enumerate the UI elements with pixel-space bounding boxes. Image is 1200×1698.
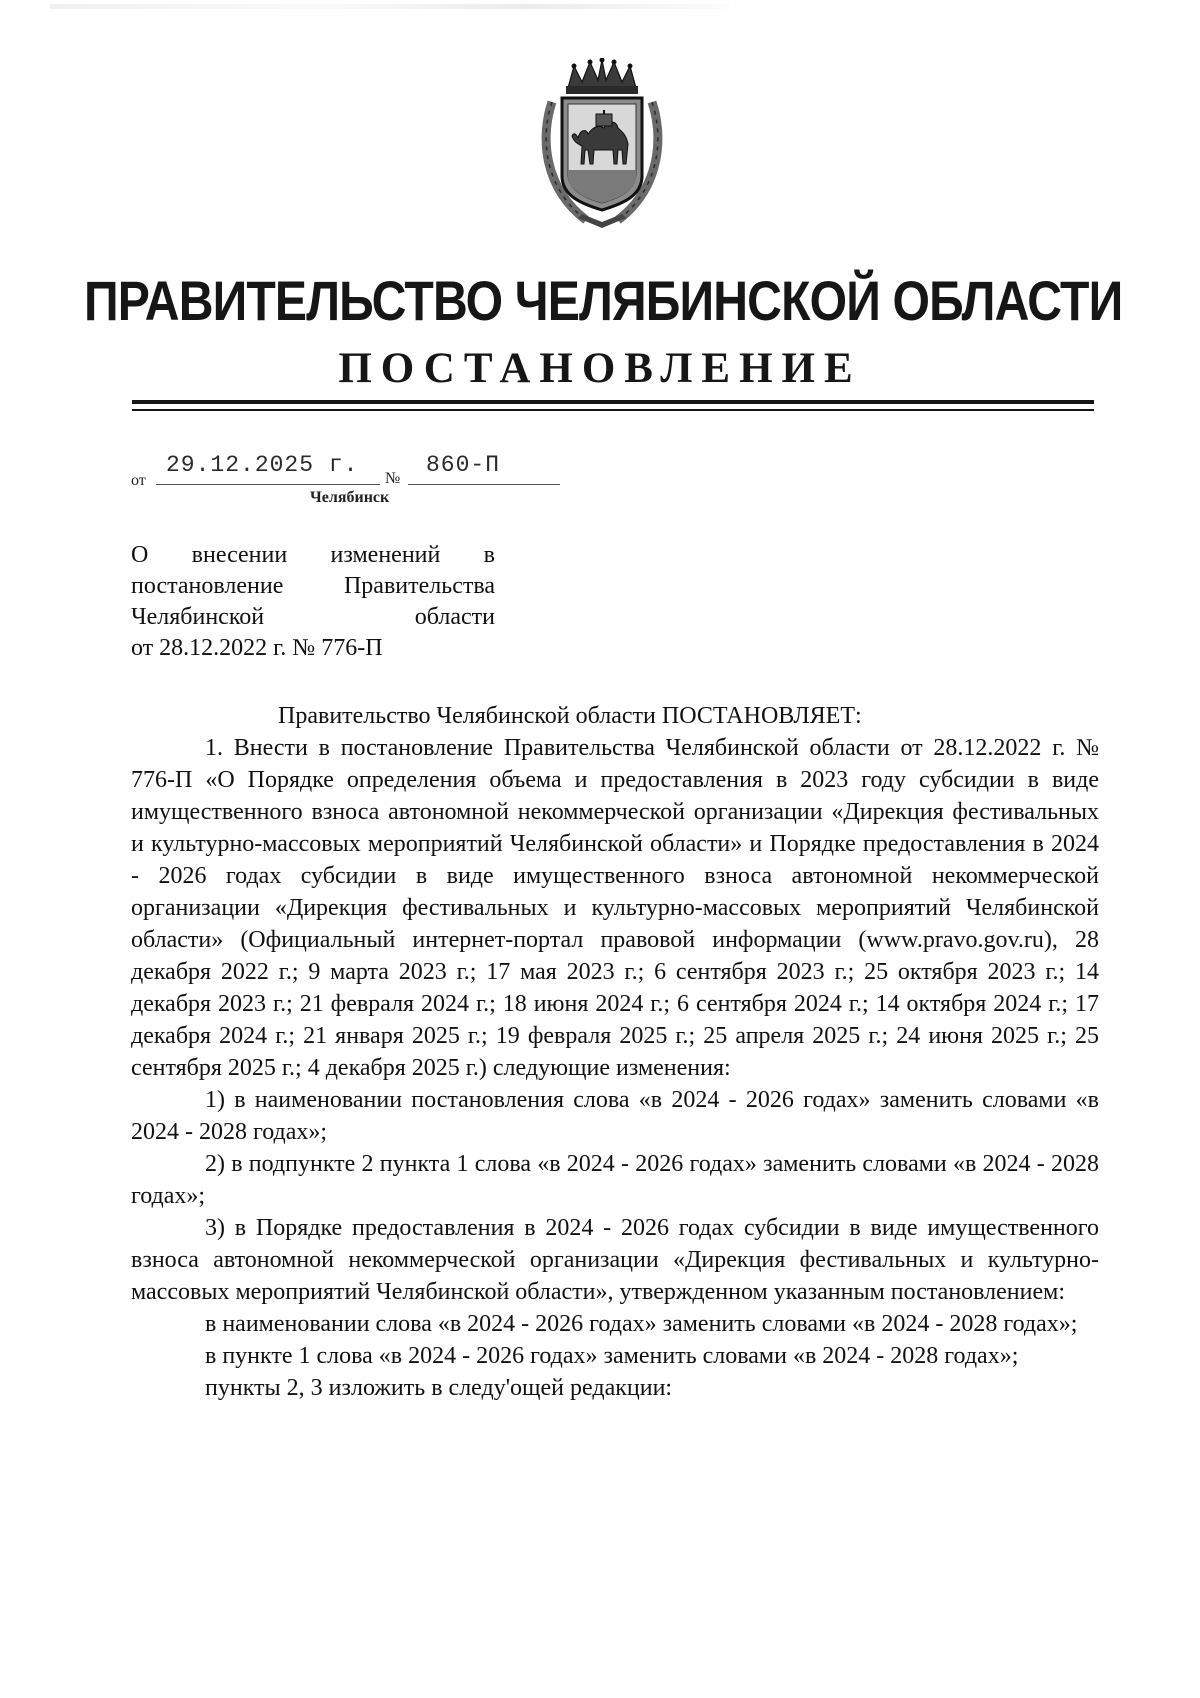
document-subject [131, 540, 495, 664]
body-paragraph: в пункте 1 слова «в 2024 - 2026 годах» заменить словами «в 2024 - 2028 годах»; [205, 1343, 1019, 1369]
body-paragraph: 1) в наименовании постановления слова «в 2024 - 2026 годах» заменить словами «в 2024 - 2028 годах»; [131, 1087, 1099, 1145]
document-date: 29.12.2025 г. [166, 452, 359, 478]
number-underline [408, 484, 560, 485]
body-paragraph: пункты 2, 3 изложить в следу'ощей редакции: [205, 1375, 673, 1401]
city: Челябинск [310, 489, 390, 506]
subject-line: от 28.12.2022 г. № 776-П [131, 635, 383, 661]
subject-line: О внесении изменений в [131, 542, 495, 568]
body-paragraph: 3) в Порядке предоставления в 2024 - 2026 годах субсидии в виде имущественного взноса автономной некоммерческой организации «Дирекция фестивальных и культурно-массовых мероприятий Челябинской области», утвержденном указанным постановлением: [131, 1215, 1099, 1305]
date-underline [156, 484, 380, 485]
coat-of-arms-emblem [538, 58, 666, 230]
subject-line: Челябинской области [131, 604, 495, 630]
subject-line: постановление Правительства [131, 573, 495, 599]
date-prefix: от [131, 472, 146, 489]
header-rule-thick [132, 400, 1094, 404]
document-type: ПОСТАНОВЛЕНИЕ [338, 345, 862, 392]
resolution-intro: Правительство Челябинской области ПОСТАНОВЛЯЕТ: [278, 703, 862, 729]
body-paragraph: 1. Внести в постановление Правительства Челябинской области от 28.12.2022 г. № 776-П «О Порядке определения объема и предоставления в 2023 году субсидии в виде имущественного взноса автономной некоммерческой организации «Дирекция фестивальных и культурно-массовых мероприятий Челябинской области» и Порядке предоставления в 2024 - 2026 годах субсидии в виде имущественного взноса автономной некоммерческой организации «Дирекция фестивальных и культурно-массовых мероприятий Челябинской области» (Официальный интернет-портал правовой информации (www.pravo.gov.ru), 28 декабря 2022 г.; 9 марта 2023 г.; 17 мая 2023 г.; 6 сентября 2023 г.; 25 октября 2023 г.; 14 декабря 2023 г.; 21 февраля 2024 г.; 18 июня 2024 г.; 6 сентября 2024 г.; 14 октября 2024 г.; 17 декабря 2024 г.; 21 января 2025 г.; 19 февраля 2025 г.; 25 апреля 2025 г.; 24 июня 2025 г.; 25 сентября 2025 г.; 4 декабря 2025 г.) следующие изменения: [131, 735, 1099, 1081]
document-body [131, 700, 1099, 1404]
header-rule-thin [132, 409, 1094, 411]
document-number: 860-П [426, 452, 501, 478]
body-paragraph: 2) в подпункте 2 пункта 1 слова «в 2024 - 2026 годах» заменить словами «в 2024 - 2028 годах»; [131, 1151, 1099, 1209]
number-prefix: № [385, 470, 401, 487]
scan-edge-artifact [50, 4, 730, 9]
body-paragraph: в наименовании слова «в 2024 - 2026 годах» заменить словами «в 2024 - 2028 годах»; [205, 1311, 1078, 1337]
government-title: ПРАВИТЕЛЬСТВО ЧЕЛЯБИНСКОЙ ОБЛАСТИ [84, 269, 1123, 332]
